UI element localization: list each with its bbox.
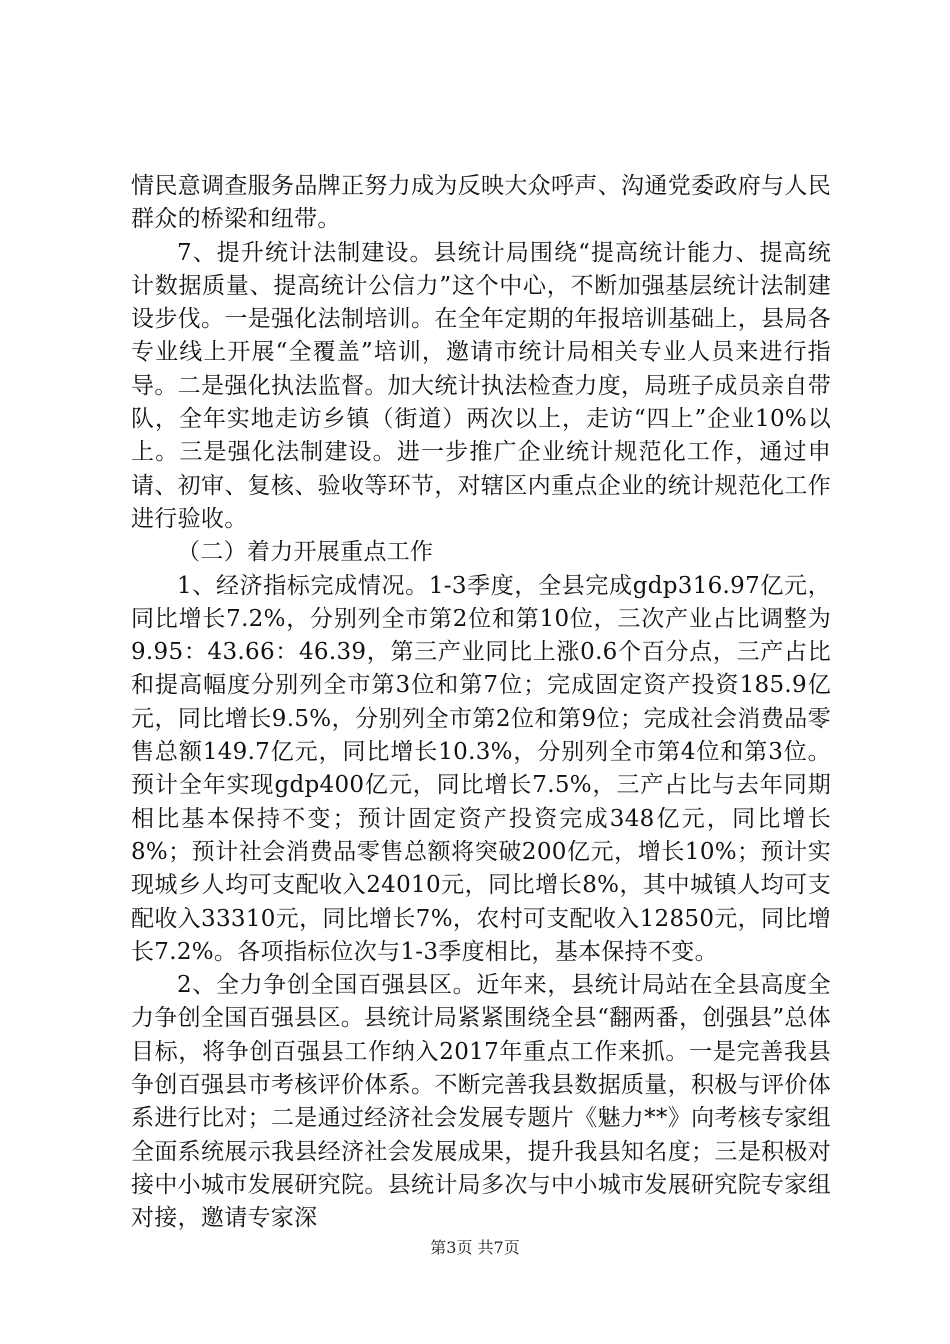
document-body bbox=[131, 170, 831, 1236]
paragraph-2: 7、提升统计法制建设。县统计局围绕“提高统计能力、提高统计数据质量、提高统计公信力”这个中心，不断加强基层统计法制建设步伐。一是强化法制培训。在全年定期的年报培训基础上，县局各专业线上开展“全覆盖”培训，邀请市统计局相关专业人员来进行指导。二是强化执法监督。加大统计执法检查力度，局班子成员亲自带队，全年实地走访乡镇（街道）两次以上，走访“四上”企业10%以上。三是强化法制建设。进一步推广企业统计规范化工作，通过申请、初审、复核、验收等环节，对辖区内重点企业的统计规范化工作进行验收。 bbox=[131, 239, 831, 532]
paragraph-1: 情民意调查服务品牌正努力成为反映大众呼声、沟通党委政府与人民群众的桥梁和纽带。 bbox=[131, 173, 831, 233]
page-number-footer: 第3页 共7页 bbox=[430, 1238, 520, 1257]
section-heading: （二）着力开展重点工作 bbox=[177, 539, 434, 566]
paragraph-4: 2、全力争创全国百强县区。近年来，县统计局站在全县高度全力争创全国百强县区。县统计局紧紧围绕全县“翻两番，创强县”总体目标，将争创百强县工作纳入2017年重点工作来抓。一是完善我县争创百强县市考核评价体系。不断完善我县数据质量，积极与评价体系进行比对；二是通过经济社会发展专题片《魅力**》向考核专家组全面系统展示我县经济社会发展成果，提升我县知名度；三是积极对接中小城市发展研究院。县统计局多次与中小城市发展研究院专家组对接，邀请专家深 bbox=[131, 972, 831, 1232]
paragraph-3: 1、经济指标完成情况。1-3季度，全县完成gdp316.97亿元，同比增长7.2%，分别列全市第2位和第10位，三次产业占比调整为9.95：43.66：46.39，第三产业同比上涨0.6个百分点，三产占比和提高幅度分别列全市第3位和第7位；完成固定资产投资185.9亿元，同比增长9.5%，分别列全市第2位和第9位；完成社会消费品零售总额149.7亿元，同比增长10.3%，分别列全市第4位和第3位。预计全年实现gdp400亿元，同比增长7.5%，三产占比与去年同期相比基本保持不变；预计固定资产投资完成348亿元，同比增长8%；预计社会消费品零售总额将突破200亿元，增长10%；预计实现城乡人均可支配收入24010元，同比增长8%，其中城镇人均可支配收入33310元，同比增长7%，农村可支配收入12850元，同比增长7.2%。各项指标位次与1-3季度相比，基本保持不变。 bbox=[131, 572, 831, 965]
